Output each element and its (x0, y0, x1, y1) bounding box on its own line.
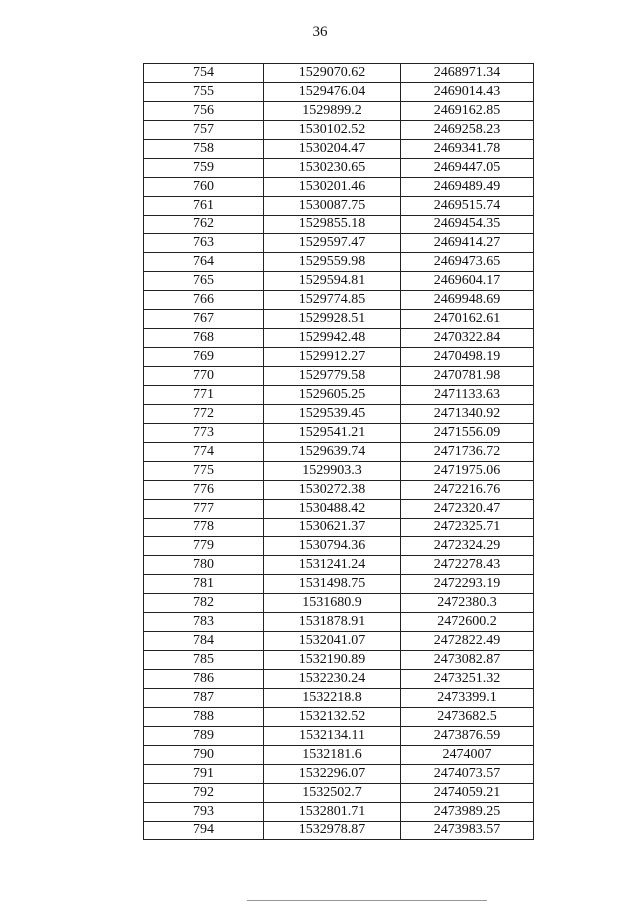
x-coordinate-cell: 1530087.75 (264, 196, 401, 215)
x-coordinate-cell: 1529774.85 (264, 291, 401, 310)
x-coordinate-cell: 1532502.7 (264, 783, 401, 802)
y-coordinate-cell: 2470498.19 (401, 348, 534, 367)
table-row (144, 442, 534, 461)
table-row (144, 556, 534, 575)
y-coordinate-cell: 2473876.59 (401, 726, 534, 745)
y-coordinate-cell: 2469604.17 (401, 272, 534, 291)
x-coordinate-cell: 1532230.24 (264, 670, 401, 689)
x-coordinate-cell: 1529476.04 (264, 82, 401, 101)
point-number-cell: 771 (144, 385, 264, 404)
x-coordinate-cell: 1529942.48 (264, 329, 401, 348)
point-number-cell: 768 (144, 329, 264, 348)
x-coordinate-cell: 1529779.58 (264, 367, 401, 386)
y-coordinate-cell: 2468971.34 (401, 64, 534, 83)
x-coordinate-cell: 1531498.75 (264, 575, 401, 594)
table-row (144, 461, 534, 480)
table-row (144, 120, 534, 139)
point-number-cell: 758 (144, 139, 264, 158)
y-coordinate-cell: 2470162.61 (401, 310, 534, 329)
point-number-cell: 781 (144, 575, 264, 594)
table-row (144, 575, 534, 594)
x-coordinate-cell: 1531680.9 (264, 594, 401, 613)
x-coordinate-cell: 1530102.52 (264, 120, 401, 139)
table-row (144, 480, 534, 499)
table-row (144, 329, 534, 348)
x-coordinate-cell: 1530204.47 (264, 139, 401, 158)
x-coordinate-cell: 1532181.6 (264, 745, 401, 764)
x-coordinate-cell: 1529605.25 (264, 385, 401, 404)
y-coordinate-cell: 2469948.69 (401, 291, 534, 310)
x-coordinate-cell: 1532296.07 (264, 764, 401, 783)
y-coordinate-cell: 2469454.35 (401, 215, 534, 234)
x-coordinate-cell: 1529541.21 (264, 423, 401, 442)
y-coordinate-cell: 2469258.23 (401, 120, 534, 139)
table-row (144, 64, 534, 83)
x-coordinate-cell: 1530794.36 (264, 537, 401, 556)
table-row (144, 745, 534, 764)
table-row (144, 707, 534, 726)
table-row (144, 367, 534, 386)
table-row (144, 404, 534, 423)
table-row (144, 82, 534, 101)
y-coordinate-cell: 2471736.72 (401, 442, 534, 461)
point-number-cell: 780 (144, 556, 264, 575)
table-row (144, 291, 534, 310)
x-coordinate-cell: 1529539.45 (264, 404, 401, 423)
point-number-cell: 776 (144, 480, 264, 499)
point-number-cell: 791 (144, 764, 264, 783)
y-coordinate-cell: 2472216.76 (401, 480, 534, 499)
point-number-cell: 754 (144, 64, 264, 83)
x-coordinate-cell: 1530272.38 (264, 480, 401, 499)
x-coordinate-cell: 1532190.89 (264, 651, 401, 670)
x-coordinate-cell: 1529070.62 (264, 64, 401, 83)
point-number-cell: 756 (144, 101, 264, 120)
table-row (144, 726, 534, 745)
table-row (144, 101, 534, 120)
table-row (144, 385, 534, 404)
table-row (144, 215, 534, 234)
y-coordinate-cell: 2473682.5 (401, 707, 534, 726)
table-row (144, 783, 534, 802)
y-coordinate-cell: 2469014.43 (401, 82, 534, 101)
x-coordinate-cell: 1530488.42 (264, 499, 401, 518)
y-coordinate-cell: 2472278.43 (401, 556, 534, 575)
point-number-cell: 761 (144, 196, 264, 215)
point-number-cell: 785 (144, 651, 264, 670)
point-number-cell: 786 (144, 670, 264, 689)
y-coordinate-cell: 2469162.85 (401, 101, 534, 120)
point-number-cell: 764 (144, 253, 264, 272)
point-number-cell: 755 (144, 82, 264, 101)
x-coordinate-cell: 1529597.47 (264, 234, 401, 253)
footer-rule (247, 900, 487, 901)
y-coordinate-cell: 2474059.21 (401, 783, 534, 802)
point-number-cell: 783 (144, 613, 264, 632)
point-number-cell: 759 (144, 158, 264, 177)
y-coordinate-cell: 2474073.57 (401, 764, 534, 783)
point-number-cell: 790 (144, 745, 264, 764)
point-number-cell: 765 (144, 272, 264, 291)
table-row (144, 764, 534, 783)
x-coordinate-cell: 1529594.81 (264, 272, 401, 291)
x-coordinate-cell: 1529639.74 (264, 442, 401, 461)
point-number-cell: 779 (144, 537, 264, 556)
y-coordinate-cell: 2473251.32 (401, 670, 534, 689)
table-row (144, 688, 534, 707)
table-row (144, 253, 534, 272)
table-row (144, 594, 534, 613)
point-number-cell: 789 (144, 726, 264, 745)
x-coordinate-cell: 1529855.18 (264, 215, 401, 234)
x-coordinate-cell: 1529928.51 (264, 310, 401, 329)
y-coordinate-cell: 2469414.27 (401, 234, 534, 253)
point-number-cell: 770 (144, 367, 264, 386)
y-coordinate-cell: 2472320.47 (401, 499, 534, 518)
point-number-cell: 773 (144, 423, 264, 442)
table-row (144, 234, 534, 253)
x-coordinate-cell: 1532801.71 (264, 802, 401, 821)
table-row (144, 613, 534, 632)
point-number-cell: 757 (144, 120, 264, 139)
y-coordinate-cell: 2471975.06 (401, 461, 534, 480)
y-coordinate-cell: 2473082.87 (401, 651, 534, 670)
point-number-cell: 766 (144, 291, 264, 310)
point-number-cell: 782 (144, 594, 264, 613)
y-coordinate-cell: 2472380.3 (401, 594, 534, 613)
point-number-cell: 763 (144, 234, 264, 253)
y-coordinate-cell: 2469489.49 (401, 177, 534, 196)
coordinates-table-body (144, 64, 534, 840)
y-coordinate-cell: 2472293.19 (401, 575, 534, 594)
y-coordinate-cell: 2471133.63 (401, 385, 534, 404)
coordinates-table (143, 63, 534, 840)
point-number-cell: 793 (144, 802, 264, 821)
point-number-cell: 767 (144, 310, 264, 329)
table-row (144, 177, 534, 196)
point-number-cell: 792 (144, 783, 264, 802)
y-coordinate-cell: 2469341.78 (401, 139, 534, 158)
table-row (144, 348, 534, 367)
y-coordinate-cell: 2470781.98 (401, 367, 534, 386)
page-number: 36 (312, 24, 328, 40)
table-row (144, 499, 534, 518)
y-coordinate-cell: 2472324.29 (401, 537, 534, 556)
x-coordinate-cell: 1530201.46 (264, 177, 401, 196)
table-row (144, 670, 534, 689)
table-row (144, 196, 534, 215)
x-coordinate-cell: 1530230.65 (264, 158, 401, 177)
table-row (144, 158, 534, 177)
y-coordinate-cell: 2472600.2 (401, 613, 534, 632)
point-number-cell: 777 (144, 499, 264, 518)
y-coordinate-cell: 2470322.84 (401, 329, 534, 348)
table-row (144, 310, 534, 329)
table-row (144, 821, 534, 840)
table-row (144, 651, 534, 670)
table-row (144, 272, 534, 291)
x-coordinate-cell: 1532132.52 (264, 707, 401, 726)
point-number-cell: 775 (144, 461, 264, 480)
y-coordinate-cell: 2469515.74 (401, 196, 534, 215)
y-coordinate-cell: 2472822.49 (401, 632, 534, 651)
y-coordinate-cell: 2474007 (401, 745, 534, 764)
y-coordinate-cell: 2469447.05 (401, 158, 534, 177)
x-coordinate-cell: 1531878.91 (264, 613, 401, 632)
y-coordinate-cell: 2471340.92 (401, 404, 534, 423)
point-number-cell: 794 (144, 821, 264, 840)
point-number-cell: 774 (144, 442, 264, 461)
table-row (144, 537, 534, 556)
point-number-cell: 788 (144, 707, 264, 726)
y-coordinate-cell: 2472325.71 (401, 518, 534, 537)
y-coordinate-cell: 2473989.25 (401, 802, 534, 821)
x-coordinate-cell: 1529903.3 (264, 461, 401, 480)
x-coordinate-cell: 1529912.27 (264, 348, 401, 367)
point-number-cell: 772 (144, 404, 264, 423)
x-coordinate-cell: 1532978.87 (264, 821, 401, 840)
y-coordinate-cell: 2469473.65 (401, 253, 534, 272)
point-number-cell: 762 (144, 215, 264, 234)
x-coordinate-cell: 1532041.07 (264, 632, 401, 651)
x-coordinate-cell: 1532218.8 (264, 688, 401, 707)
point-number-cell: 769 (144, 348, 264, 367)
table-row (144, 802, 534, 821)
point-number-cell: 778 (144, 518, 264, 537)
point-number-cell: 760 (144, 177, 264, 196)
y-coordinate-cell: 2473983.57 (401, 821, 534, 840)
y-coordinate-cell: 2471556.09 (401, 423, 534, 442)
y-coordinate-cell: 2473399.1 (401, 688, 534, 707)
x-coordinate-cell: 1532134.11 (264, 726, 401, 745)
table-row (144, 518, 534, 537)
point-number-cell: 787 (144, 688, 264, 707)
table-row (144, 632, 534, 651)
x-coordinate-cell: 1529899.2 (264, 101, 401, 120)
x-coordinate-cell: 1530621.37 (264, 518, 401, 537)
x-coordinate-cell: 1531241.24 (264, 556, 401, 575)
table-row (144, 423, 534, 442)
table-row (144, 139, 534, 158)
x-coordinate-cell: 1529559.98 (264, 253, 401, 272)
point-number-cell: 784 (144, 632, 264, 651)
